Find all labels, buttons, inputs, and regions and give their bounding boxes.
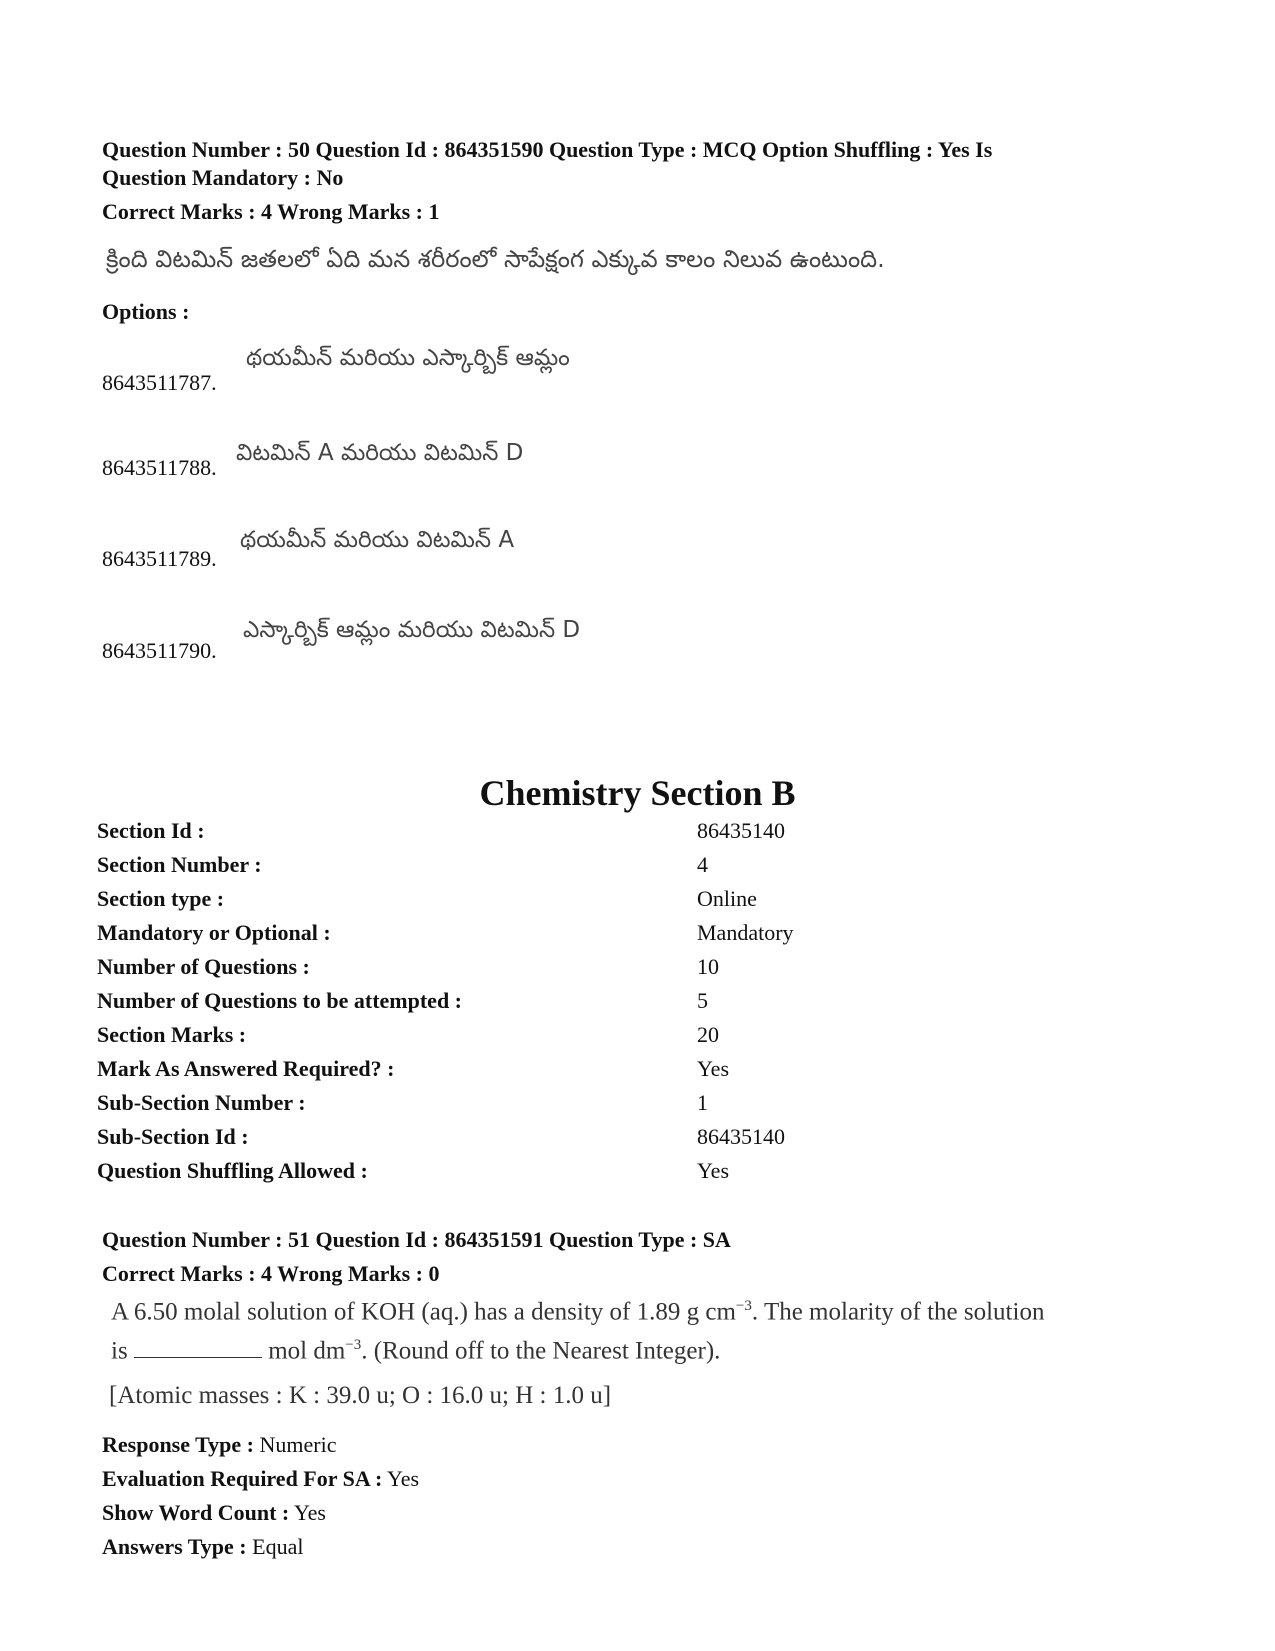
section-row-value: 86435140 (697, 1124, 785, 1149)
section-row-label: Section Marks : (97, 1022, 247, 1047)
q51-prop (102, 1500, 326, 1526)
section-row-value: 10 (697, 954, 719, 979)
section-row-value: 86435140 (697, 818, 785, 843)
prop-value: Yes (293, 1500, 326, 1525)
prop-value: Numeric (259, 1432, 337, 1457)
q51-atomic-masses: [Atomic masses : K : 39.0 u; O : 16.0 u; H : 1.0 u] (109, 1382, 612, 1409)
section-row-label: Section type : (97, 886, 225, 911)
q51-question-line1 (111, 1298, 1044, 1326)
section-row-value: Online (697, 886, 757, 911)
option-text: ఎస్కార్బిక్ ఆమ్లం మరియు విటమిన్ D (243, 617, 581, 643)
q51-text-a: A 6.50 molal solution of KOH (aq.) has a density of 1.89 g cm (111, 1298, 736, 1326)
prop-label: Show Word Count : (102, 1500, 290, 1525)
option-id: 8643511788. (102, 455, 217, 480)
section-row-label: Sub-Section Number : (97, 1090, 306, 1115)
q51-header: Question Number : 51 Question Id : 864351591 Question Type : SA (102, 1227, 731, 1252)
section-row-value: 1 (697, 1090, 708, 1115)
section-row-label: Number of Questions to be attempted : (97, 988, 463, 1013)
q51-text-b: . The molarity of the solution (751, 1298, 1045, 1326)
q51-text-d: mol dm (268, 1337, 346, 1365)
prop-label: Evaluation Required For SA : (102, 1466, 383, 1491)
q51-question-line2 (111, 1337, 720, 1365)
answer-blank (134, 1339, 262, 1358)
prop-value: Yes (387, 1466, 420, 1491)
section-row-value: Yes (697, 1056, 730, 1081)
section-row-label: Mark As Answered Required? : (97, 1056, 395, 1081)
prop-label: Response Type : (102, 1432, 254, 1457)
section-row-label: Question Shuffling Allowed : (97, 1158, 368, 1183)
q51-prop (102, 1534, 303, 1560)
option-text: థయమీన్ మరియు విటమిన్ A (240, 527, 515, 553)
section-title: Chemistry Section B (479, 773, 796, 813)
section-row-value: 5 (697, 988, 708, 1013)
section-row-value: 4 (697, 852, 708, 877)
section-row-label: Section Id : (97, 818, 205, 843)
option-text: థయమీన్ మరియు ఎస్కార్బిక్ ఆమ్లం (246, 345, 570, 371)
options-label: Options : (102, 299, 190, 324)
option-id: 8643511789. (102, 546, 217, 571)
prop-value: Equal (252, 1534, 304, 1559)
option-id: 8643511790. (102, 638, 217, 663)
q51-exp-a: −3 (735, 1298, 752, 1314)
q50-question-text: క్రింది విటమిన్ జతలలో ఏది మన శరీరంలో సాపేక్షంగ ఎక్కువ కాలం నిలువ ఉంటుంది. (106, 245, 885, 273)
option-id: 8643511787. (102, 370, 217, 395)
section-row-label: Mandatory or Optional : (97, 920, 331, 945)
section-row-value: Yes (697, 1158, 730, 1183)
section-row-value: Mandatory (697, 920, 794, 945)
q51-marks: Correct Marks : 4 Wrong Marks : 0 (102, 1261, 440, 1286)
q51-prop (102, 1432, 336, 1458)
q50-marks: Correct Marks : 4 Wrong Marks : 1 (102, 199, 440, 224)
option-text: విటమిన్ A మరియు విటమిన్ D (236, 440, 524, 466)
section-row-value: 20 (697, 1022, 719, 1047)
section-row-label: Sub-Section Id : (97, 1124, 249, 1149)
q51-prop (102, 1466, 419, 1492)
prop-label: Answers Type : (102, 1534, 247, 1559)
q51-exp-b: −3 (345, 1337, 362, 1353)
q51-text-e: . (Round off to the Nearest Integer). (361, 1337, 721, 1365)
q50-header-line2: Question Mandatory : No (102, 165, 344, 190)
q51-text-c: is (111, 1337, 128, 1365)
section-row-label: Section Number : (97, 852, 262, 877)
section-row-label: Number of Questions : (97, 954, 310, 979)
q50-header-line1: Question Number : 50 Question Id : 864351590 Question Type : MCQ Option Shuffling : Yes Is (102, 137, 993, 162)
